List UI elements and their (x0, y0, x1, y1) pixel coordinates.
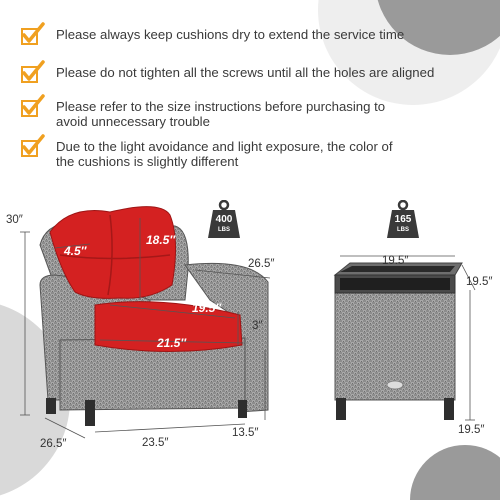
table-weight-unit: LBS (397, 227, 409, 233)
leg-height-label: 13.5″ (232, 427, 259, 439)
wicker-side-table (335, 263, 462, 420)
weight-capacity-icon (386, 200, 420, 240)
chair-depth-bottom-label: 26.5″ (40, 438, 67, 450)
backrest-height-label: 18.5″ (146, 233, 176, 247)
seat-height-label: 3″ (252, 320, 263, 332)
back-cushion-width-label: 4.5″ (64, 244, 87, 258)
notice-text: Please refer to the size instructions before purchasing to avoid unnecessary trouble (56, 99, 386, 129)
table-weight-value: 165 (394, 214, 412, 225)
chair-weight-value: 400 (215, 214, 233, 225)
notice-text: Due to the light avoidance and light exposure, the color of the cushions is slightly different (56, 139, 393, 169)
notice-text: Please always keep cushions dry to extend the service time (56, 27, 405, 42)
chair-height-label: 30″ (6, 214, 23, 226)
weight-capacity-icon (207, 200, 241, 240)
table-top-width-label: 19.5″ (382, 255, 409, 267)
chair-depth-top-label: 26.5″ (248, 258, 275, 270)
seat-width-label: 21.5″ (157, 336, 187, 350)
notice-text: Please do not tighten all the screws until all the holes are aligned (56, 65, 435, 80)
chair-width-bottom-label: 23.5″ (142, 437, 169, 449)
table-depth-label: 19.5″ (466, 276, 493, 288)
seat-depth-label: 19.5″ (192, 301, 222, 315)
chair-weight-unit: LBS (218, 227, 230, 233)
table-height-label: 19.5″ (458, 424, 485, 436)
